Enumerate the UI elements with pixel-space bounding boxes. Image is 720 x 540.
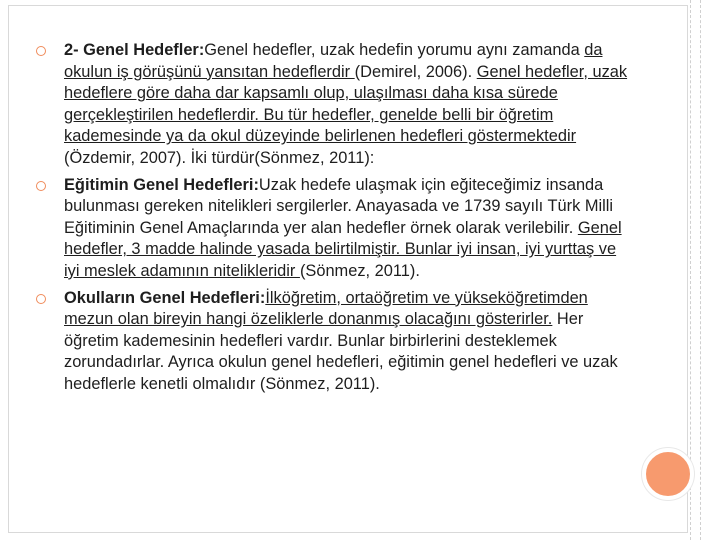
decorative-circle [642,448,694,500]
underlined-segment: İlköğretim, ortaöğretim ve yükseköğretimden mezun olan bireyin hangi özeliklerle donanmış olacağını gösterirler. [64,288,588,329]
list-item [36,40,636,170]
item-text [64,288,636,396]
text-segment: Uzak hedefe ulaşmak için eğiteceğimiz insanda bulunması gereken nitelikleri sergilerler. Anayasada ve 1739 sayılı Türk Milli Eğitiminin Genel Amaçlarında yer alan hedefler örnek olarak verilebilir. [64,175,614,237]
citation: (Sönmez, 2011). [299,261,420,280]
citation: (Demirel, 2006). [354,62,477,81]
bullet-icon [36,181,46,191]
bullet-list [36,40,636,401]
list-item [36,288,636,396]
item-text [64,175,636,283]
citation: (Özdemir, 2007). İki türdür(Sönmez, 2011): [64,148,375,167]
bullet-icon [36,46,46,56]
decorative-line [700,0,701,540]
item-text [64,40,636,170]
decorative-line [690,0,691,540]
item-heading: 2- Genel Hedefler: [64,41,205,59]
list-item [36,175,636,283]
item-heading: Eğitimin Genel Hedefleri: [64,175,259,194]
underlined-segment: Genel hedefler, uzak hedeflere göre daha dar kapsamlı olup, ulaşılması daha kısa sürede gerçekleştirilen hedeflerdir. Bu tür hedefler, genelde belli bir öğretim kademesinde ya da okul düzeyinde belirlenen hedefleri göstermektedir [64,62,628,146]
item-heading: Okulların Genel Hedefleri: [64,288,266,307]
underlined-segment: Genel hedefler, 3 madde halinde yasada belirtilmiştir. Bunlar iyi insan, iyi yurttaş ve iyi meslek adamının nitelikleridir [64,218,622,280]
bullet-icon [36,294,46,304]
text-segment: Her öğretim kademesinin hedefleri vardır. Bunlar birbirlerini desteklemek zorundadırlar. Ayrıca okulun genel hedefleri, eğitimin genel hedefleri ve uzak hedeflerle kenetli olmalıdır (Sönmez, 2011). [64,310,618,393]
underlined-segment: da okulun iş görüşünü yansıtan hedeflerdir [64,41,603,81]
text-segment: Genel hedefler, uzak hedefin yorumu aynı zamanda [204,41,585,59]
